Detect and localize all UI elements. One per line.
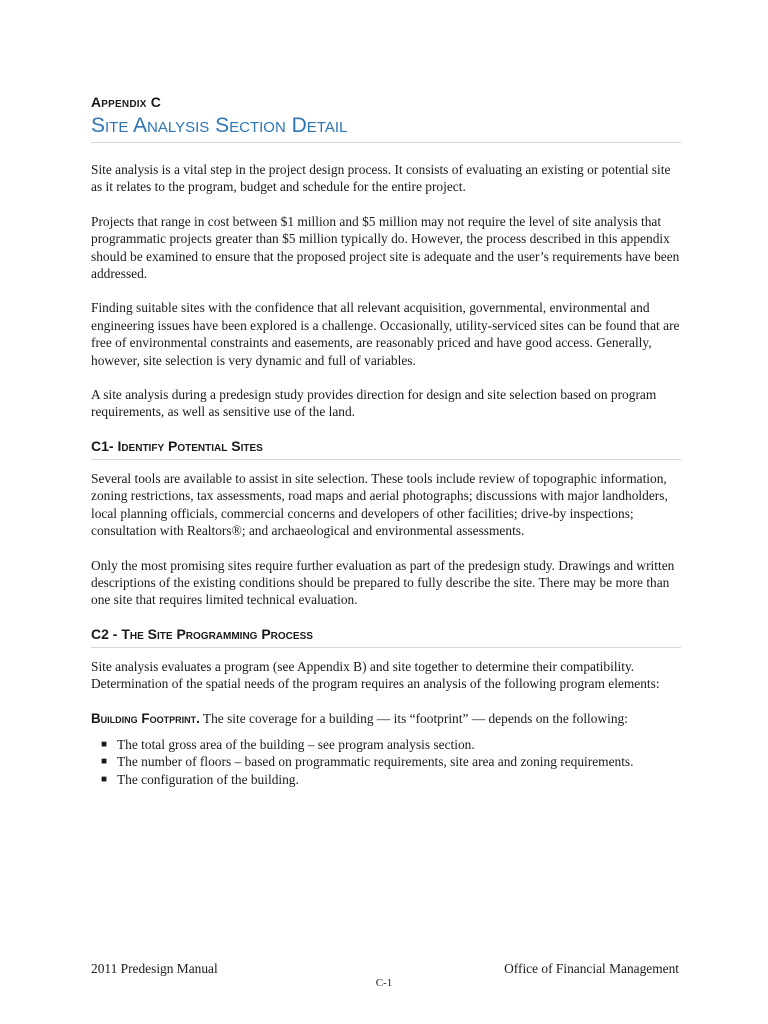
c2-paragraph-1: Site analysis evaluates a program (see Appendix B) and site together to determine their compatibility. Determination of the spatial needs of the program requires an analysis of the following program elements: [91, 658, 660, 692]
section-heading-c2: C2 - The Site Programming Process [91, 626, 681, 648]
list-item-text: The number of floors – based on programmatic requirements, site area and zoning requirements. [117, 754, 634, 770]
bullet-square-icon: ■ [101, 756, 108, 768]
footer-office-name: Office of Financial Management [504, 961, 679, 976]
section-heading-c1: C1- Identify Potential Sites [91, 438, 681, 460]
appendix-label: Appendix C [91, 94, 162, 110]
list-item [101, 736, 681, 753]
list-item [101, 753, 681, 770]
list-item-text: The configuration of the building. [117, 771, 299, 787]
intro-paragraph-4: A site analysis during a predesign study provides direction for design and site selection based on program requirements, as well as sensitive use of the land. [91, 387, 657, 420]
page-title: Site Analysis Section Detail [91, 114, 681, 143]
footer-manual-title: 2011 Predesign Manual [91, 961, 218, 976]
intro-paragraph-1: Site analysis is a vital step in the project design process. It consists of evaluating an existing or potential site as it relates to the program, budget and schedule for the entire project. [91, 162, 671, 195]
page-number: C-1 [375, 977, 393, 989]
building-footprint-paragraph [91, 710, 681, 727]
building-footprint-text: The site coverage for a building — its “footprint” — depends on the following: [199, 710, 628, 726]
bullet-square-icon: ■ [101, 738, 108, 750]
list-item-text: The total gross area of the building – see program analysis section. [117, 736, 475, 752]
c1-paragraph-2: Only the most promising sites require further evaluation as part of the predesign study. Drawings and written descriptions of the existing conditions should be prepared to fully describe the site. There may be more than one site that requires limited technical evaluation. [91, 557, 675, 608]
intro-paragraph-3: Finding suitable sites with the confidence that all relevant acquisition, governmental, environmental and engineering issues have been explored is a challenge. Occasionally, utility-serviced sites can be found that are free of environmental constraints and easements, are reasonably priced and have good access. Generally, however, site selection is very dynamic and full of variables. [91, 300, 680, 368]
intro-paragraph-2: Projects that range in cost between $1 million and $5 million may not require the level of site analysis that programmatic projects greater than $5 million typically do. However, the process described in this appendix should be examined to ensure that the proposed project site is adequate and the user’s requirements have been addressed. [91, 213, 680, 282]
page-content [91, 94, 681, 788]
building-footprint-label: Building Footprint. [91, 710, 200, 726]
footprint-bullet-list [91, 736, 681, 788]
list-item [101, 771, 681, 788]
c1-paragraph-1: Several tools are available to assist in site selection. These tools include review of topographic information, zoning restrictions, tax assessments, road maps and aerial photographs; discussions with major landholders, local planning officials, commercial concerns and developers of other facilities; drive-by inspections; consultation with Realtors®; and archaeological and environmental assessments. [91, 470, 668, 539]
bullet-square-icon: ■ [101, 773, 108, 785]
